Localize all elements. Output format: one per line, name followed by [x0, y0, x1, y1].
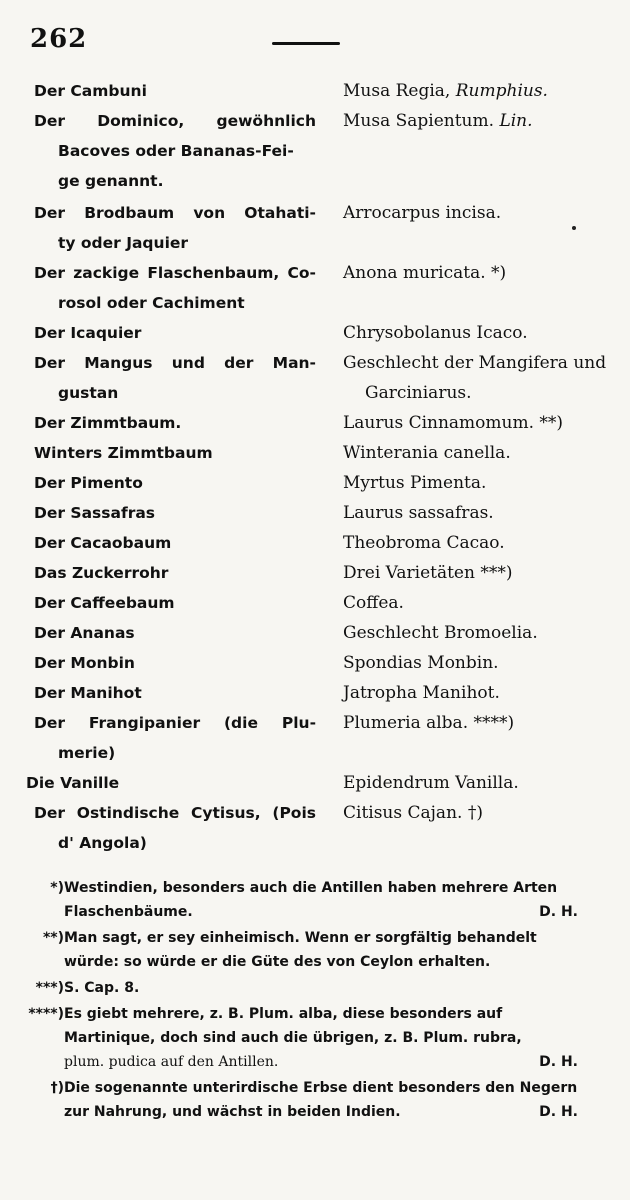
german-name: Der Manihot — [34, 684, 142, 702]
german-name: Der Ostindische Cytisus, (Pois d' Angola) — [34, 804, 316, 852]
latin-name: Geschlecht der Mangifera und Garciniarus. — [343, 353, 607, 403]
latin-name: Anona muricata. *) — [343, 263, 507, 283]
german-name: Die Vanille — [26, 774, 120, 792]
ink-speck — [572, 226, 576, 230]
footnote-mark: ***) — [35, 980, 64, 996]
german-name: Der Zimmtbaum. — [34, 414, 182, 432]
latin-name: Theobroma Cacao. — [343, 533, 505, 553]
german-name: Der Frangipanier (die Plu- merie) — [34, 714, 316, 762]
latin-name: Plumeria alba. ****) — [343, 713, 515, 733]
page-number: 262 — [30, 24, 88, 54]
latin-name: Laurus sassafras. — [343, 503, 494, 523]
latin-name: Winterania canella. — [343, 443, 511, 463]
latin-name: Epidendrum Vanilla. — [343, 773, 519, 793]
german-name: Der Monbin — [34, 654, 135, 672]
latin-name: Drei Varietäten ***) — [343, 563, 513, 583]
footnote-signature: D. H. — [539, 1054, 578, 1070]
german-name: Der Icaquier — [34, 324, 142, 342]
german-name: Der Ananas — [34, 624, 135, 642]
footnote-text: Man sagt, er sey einheimisch. Wenn er sorgfältig behandelt würde: so würde er die Güte des von Ceylon erhalten. — [64, 930, 537, 970]
german-name: Winters Zimmtbaum — [34, 444, 213, 462]
footnote-mark: †) — [50, 1080, 64, 1096]
german-name: Der Pimento — [34, 474, 143, 492]
footnote-mark: *) — [50, 880, 64, 896]
footnote-text: Westindien, besonders auch die Antillen haben mehrere Arten Flaschenbäume. — [64, 880, 558, 920]
latin-name: Geschlecht Bromoelia. — [343, 623, 538, 643]
latin-name: Chrysobolanus Icaco. — [343, 323, 528, 343]
footnote-signature: D. H. — [539, 904, 578, 920]
german-name: Der zackige Flaschenbaum, Co- rosol oder Cachiment — [34, 264, 316, 312]
footnote-text: S. Cap. 8. — [64, 980, 140, 996]
header-rule — [272, 42, 340, 45]
german-name: Der Cacaobaum — [34, 534, 172, 552]
latin-name: Musa Regia, Rumphius. — [343, 81, 548, 101]
footnote-mark: ****) — [28, 1006, 64, 1022]
footnote-signature: D. H. — [539, 1104, 578, 1120]
german-name: Der Dominico, gewöhnlich Bacoves oder Bananas-Fei- ge genannt. — [34, 112, 316, 190]
german-name: Der Cambuni — [34, 82, 147, 100]
german-name: Der Caffeebaum — [34, 594, 175, 612]
latin-name: Laurus Cinnamomum. **) — [343, 413, 564, 433]
footnote-text: Es giebt mehrere, z. B. Plum. alba, diese besonders auf Martinique, doch sind auch die übrigen, z. B. Plum. rubra, plum. pudica auf den Antillen. — [64, 1006, 522, 1070]
footnote-text: Die sogenannte unterirdische Erbse dient besonders den Negern zur Nahrung, und wächst in beiden Indien. — [64, 1080, 578, 1120]
german-name: Das Zuckerrohr — [34, 564, 169, 582]
latin-name: Musa Sapientum. Lin. — [343, 111, 533, 131]
latin-name: Myrtus Pimenta. — [343, 473, 487, 493]
latin-name: Citisus Cajan. †) — [343, 803, 483, 823]
latin-name: Jatropha Manihot. — [343, 683, 500, 703]
latin-name: Spondias Monbin. — [343, 653, 499, 673]
footnote-mark: **) — [42, 930, 64, 946]
latin-name: Coffea. — [343, 593, 404, 613]
latin-name: Arrocarpus incisa. — [343, 203, 502, 223]
german-name: Der Brodbaum von Otahati- ty oder Jaquier — [34, 204, 316, 252]
german-name: Der Sassafras — [34, 504, 156, 522]
german-name: Der Mangus und der Man- gustan — [34, 354, 316, 402]
